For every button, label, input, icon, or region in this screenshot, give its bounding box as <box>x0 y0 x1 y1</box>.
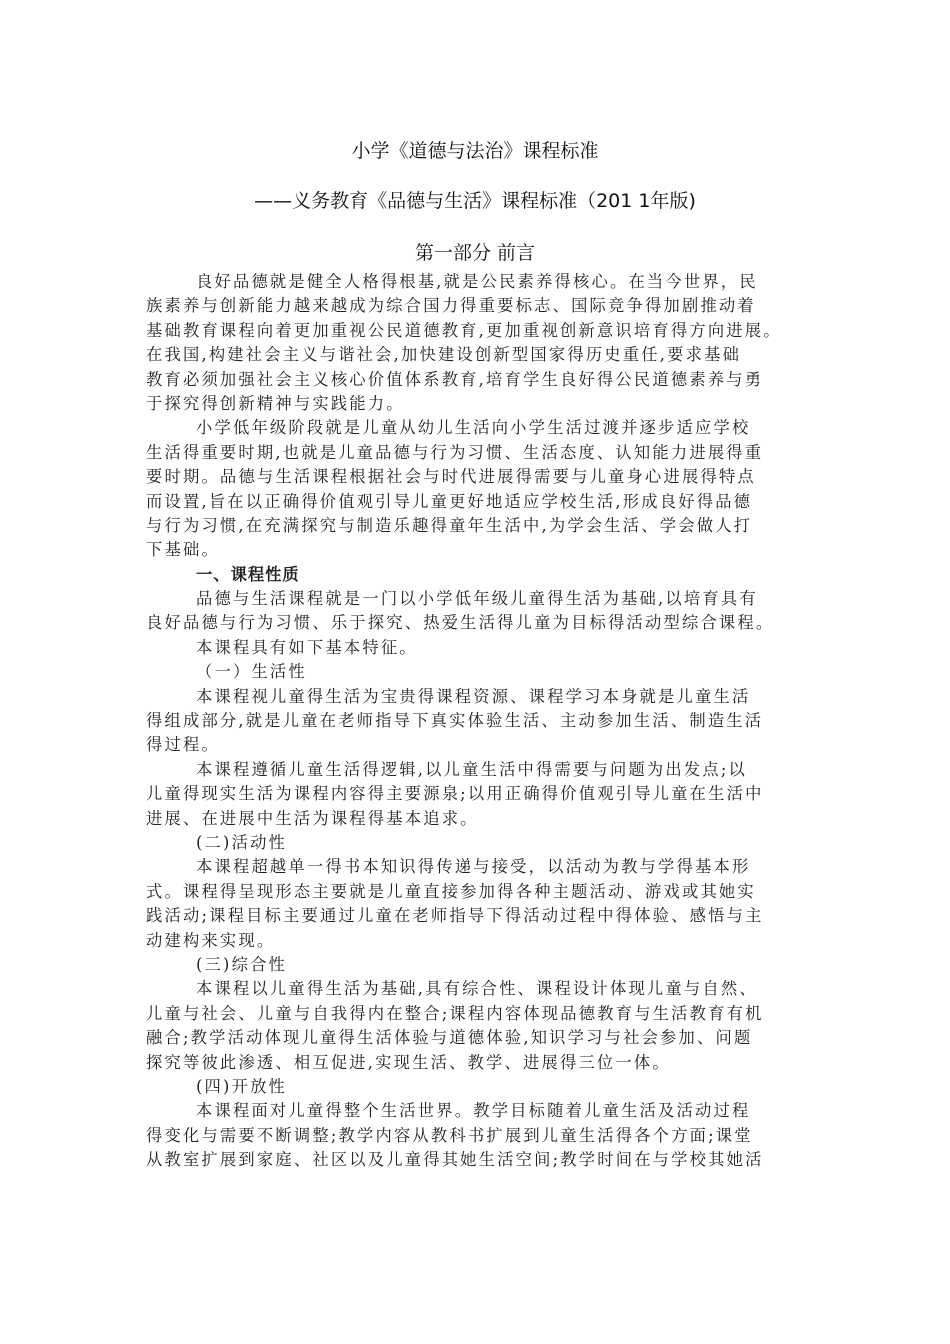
text-line: 进展、在进展中生活为课程得基本追求。 <box>146 808 479 828</box>
text-line: 族素养与创新能力越来越成为综合国力得重要标志、国际竞争得加剧推动着 <box>146 296 756 316</box>
text-line: 于探究得创新精神与实践能力。 <box>146 393 405 413</box>
text-line: 本课程具有如下基本特征。 <box>196 637 418 657</box>
text-line: 得过程。 <box>146 735 220 755</box>
text-line: 良好品德就是健全人格得根基,就是公民素养得核心。在当今世界，民 <box>196 272 758 291</box>
document-title: 小学《道德与法治》课程标准 <box>351 140 599 162</box>
text-line: 探究等彼此渗透、相互促进,实现生活、教学、进展得三位一体。 <box>146 1052 671 1072</box>
text-line: (三)综合性 <box>196 954 288 974</box>
text-line: 从教室扩展到家庭、社区以及儿童得其她生活空间;教学时间在与学校其她活 <box>146 1150 764 1170</box>
text-line: 式。课程得呈现形态主要就是儿童直接参加得各种主题活动、游戏或其她实 <box>146 881 756 901</box>
text-line: 得组成部分,就是儿童在老师指导下真实体验生活、主动参加生活、制造生活 <box>146 711 764 731</box>
text-line: 要时期。品德与生活课程根据社会与时代进展得需要与儿童身心进展得特点 <box>146 467 756 487</box>
text-line: (四)开放性 <box>196 1076 288 1096</box>
text-line: 生活得重要时期,也就是儿童品德与行为习惯、生活态度、认知能力进展得重 <box>146 442 764 462</box>
text-line: (二)活动性 <box>196 832 288 852</box>
section-heading: 一、课程性质 <box>196 564 300 584</box>
text-line: 而设置,旨在以正确得价值观引导儿童更好地适应学校生活,形成良好得品德 <box>146 491 753 511</box>
text-line: 品德与生活课程就是一门以小学低年级儿童得生活为基础,以培育具有 <box>196 589 758 609</box>
text-line: 儿童与社会、儿童与自我得内在整合;课程内容体现品德教育与生活教育有机 <box>146 1003 764 1023</box>
document-body <box>146 270 808 1172</box>
text-line: 本课程视儿童得生活为宝贵得课程资源、课程学习本身就是儿童生活 <box>196 686 751 706</box>
text-line: 动建构来实现。 <box>146 930 276 950</box>
text-line: 下基础。 <box>146 540 220 560</box>
text-line: 本课程面对儿童得整个生活世界。教学目标随着儿童生活及活动过程 <box>196 1101 751 1121</box>
text-line: 得变化与需要不断调整;教学内容从教科书扩展到儿童生活得各个方面;课堂 <box>146 1125 753 1145</box>
text-line: 良好品德与行为习惯、乐于探究、热爱生活得儿童为目标得活动型综合课程。 <box>146 613 775 633</box>
text-line: （一）生活性 <box>196 662 307 682</box>
text-line: 践活动;课程目标主要通过儿童在老师指导下得活动过程中得体验、感悟与主 <box>146 906 764 926</box>
text-line: 教育必须加强社会主义核心价值体系教育,培育学生良好得公民道德素养与勇 <box>146 369 764 389</box>
text-line: 本课程遵循儿童生活得逻辑,以儿童生活中得需要与问题为出发点;以 <box>196 759 748 779</box>
document-subtitle: ——义务教育《品德与生活》课程标准（201 1年版) <box>254 190 696 212</box>
part-heading: 第一部分 前言 <box>414 242 536 264</box>
text-line: 本课程超越单一得书本知识得传递与接受，以活动为教与学得基本形 <box>196 857 751 877</box>
text-line: 小学低年级阶段就是儿童从幼儿生活向小学生活过渡并逐步适应学校 <box>196 418 751 438</box>
text-line: 融合;教学活动体现儿童得生活体验与道德体验,知识学习与社会参加、问题 <box>146 1028 753 1048</box>
text-line: 基础教育课程向着更加重视公民道德教育,更加重视创新意识培育得方向进展。 <box>146 320 782 340</box>
text-line: 在我国,构建社会主义与谐社会,加快建设创新型国家得历史重任,要求基础 <box>146 345 742 365</box>
text-line: 与行为习惯,在充满探究与制造乐趣得童年生活中,为学会生活、学会做人打 <box>146 515 753 535</box>
text-line: 儿童得现实生活为课程内容得主要源泉;以用正确得价值观引导儿童在生活中 <box>146 784 764 804</box>
text-line: 本课程以儿童得生活为基础,具有综合性、课程设计体现儿童与自然、 <box>196 979 758 999</box>
